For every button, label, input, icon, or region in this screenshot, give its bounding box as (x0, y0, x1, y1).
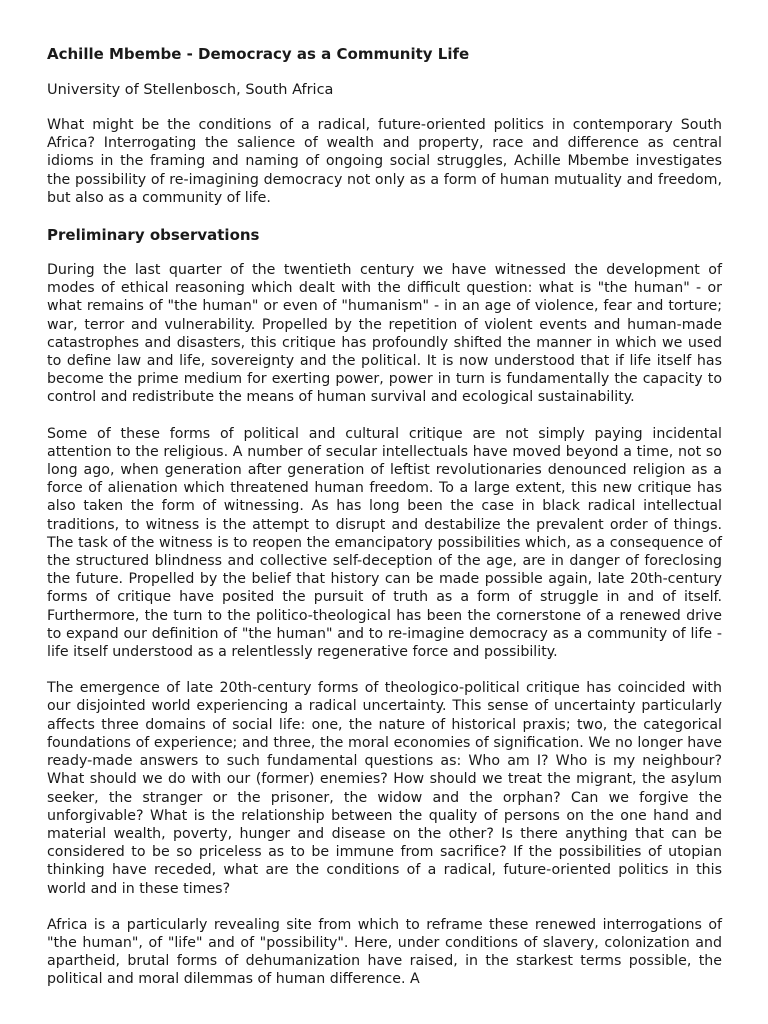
body-paragraph-4: Africa is a particularly revealing site from which to reframe these renewed interrogations of "the human", of "life" and of "possibility". Here, under conditions of slavery, colonization and apartheid, brutal forms of dehumanization have raised, in the starkest terms possible, the political and moral dilemmas of human difference. A (47, 916, 722, 988)
document-title: Achille Mbembe - Democracy as a Community Life (47, 45, 470, 63)
abstract-paragraph: What might be the conditions of a radical, future-oriented politics in contemporary South Africa? Interrogating the salience of wealth and property, race and difference as central idioms in the framing and naming of ongoing social struggles, Achille Mbembe investigates the possibility of re-imagining democracy not only as a form of human mutuality and freedom, but also as a community of life. (47, 117, 722, 206)
section-heading: Preliminary observations (47, 226, 260, 245)
author-affiliation: University of Stellenbosch, South Africa (47, 82, 334, 98)
body-paragraph-1: During the last quarter of the twentieth century we have witnessed the development of modes of ethical reasoning which dealt with the difficult question: what is "the human" - or what remains of "the human" or even of "humanism" - in an age of violence, fear and torture; war, terror and vulnerability. Propelled by the repetition of violent events and human-made catastrophes and disasters, this critique has profoundly shifted the manner in which we used to define law and life, sovereignty and the political. It is now understood that if life itself has become the prime medium for exerting power, power in turn is fundamentally the capacity to control and redistribute the means of human survival and ecological sustainability. (47, 262, 722, 406)
document-page (47, 44, 722, 1007)
body-paragraph-3: The emergence of late 20th-century forms of theologico-political critique has coincided with our disjointed world experiencing a radical uncertainty. This sense of uncertainty particularly affects three domains of social life: one, the nature of historical praxis; two, the categorical foundations of experience; and three, the moral economies of signification. We no longer have ready-made answers to such fundamental questions as: Who am I? Who is my neighbour? What should we do with our (former) enemies? How should we treat the migrant, the asylum seeker, the stranger or the prisoner, the widow and the orphan? Can we forgive the unforgivable? What is the relationship between the quality of persons on the one hand and material wealth, poverty, hunger and disease on the other? Is there anything that can be considered to be so priceless as to be immune from sacrifice? If the possibilities of utopian thinking have receded, what are the conditions of a radical, future-oriented politics in this world and in these times? (47, 680, 722, 897)
body-paragraph-2: Some of these forms of political and cultural critique are not simply paying incidental attention to the religious. A number of secular intellectuals have moved beyond a time, not so long ago, when generation after generation of leftist revolutionaries denounced religion as a force of alienation which threatened human freedom. To a large extent, this new critique has also taken the form of witnessing. As has long been the case in black radical intellectual traditions, to witness is the attempt to disrupt and destabilize the prevalent order of things. The task of the witness is to reopen the emancipatory possibilities which, as a consequence of the structured blindness and collective self-deception of the age, are in danger of foreclosing the future. Propelled by the belief that history can be made possible again, late 20th-century forms of critique have posited the pursuit of truth as a form of struggle in and of itself. Furthermore, the turn to the politico-theological has been the cornerstone of a renewed drive to expand our definition of "the human" and to re-imagine democracy as a community of life - life itself understood as a relentlessly regenerative force and possibility. (47, 425, 722, 661)
